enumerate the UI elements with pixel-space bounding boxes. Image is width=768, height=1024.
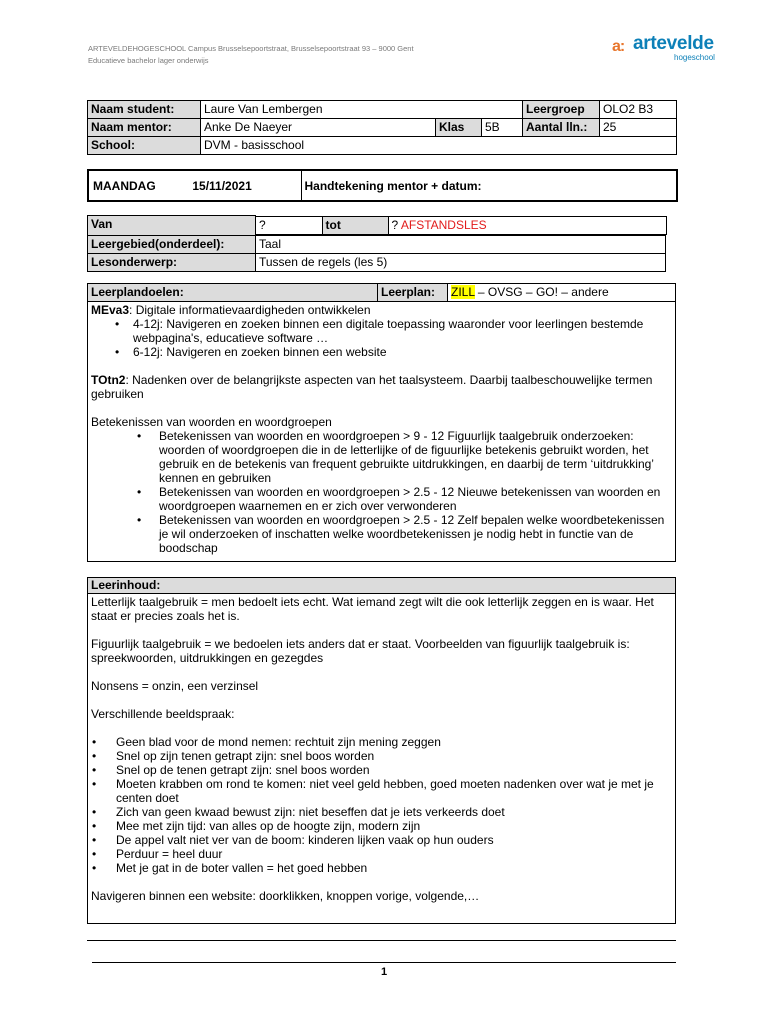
lesonderwerp-value: Tussen de regels (les 5) — [256, 253, 666, 271]
student-info-table — [87, 100, 677, 155]
day-date: 15/11/2021 — [192, 178, 252, 193]
list-item: • Snel op de tenen getrapt zijn: snel boos worden — [91, 763, 672, 777]
naam-student-value: Laure Van Lembergen — [201, 101, 523, 119]
nonsens-text: Nonsens = onzin, een verzinsel — [91, 679, 259, 693]
list-item: • Betekenissen van woorden en woordgroepen > 9 - 12 Figuurlijk taalgebruik onderzoeken: woorden of woordgroepen die in de letterlijke of de figuurlijke betekenis gebruikt worden, het gebruik en de betekenis van frequent gebruikte uitdrukkingen, en daarbij de term ‘uitdrukking’ kennen en gebruiken — [91, 429, 672, 485]
van-value-cell: ? — [256, 216, 322, 234]
aantal-lln-label: Aantal lln.: — [523, 119, 600, 137]
list-item: • Geen blad voor de mond nemen: rechtuit zijn mening zeggen — [91, 735, 672, 749]
lesson-table — [87, 215, 666, 272]
day-table — [87, 169, 678, 202]
klas-value: 5B — [482, 119, 523, 137]
day-cell — [88, 170, 301, 201]
list-item: • Mee met zijn tijd: van alles op de hoogte zijn, modern zijn — [91, 819, 672, 833]
day-label: MAANDAG — [93, 178, 156, 193]
leerplan-label: Leerplan: — [378, 284, 448, 301]
list-item: • Betekenissen van woorden en woordgroepen > 2.5 - 12 Nieuwe betekenissen van woorden en woordgroepen waarnemen en er zich over verwonderen — [91, 485, 672, 513]
figuurlijk-text: Figuurlijk taalgebruik = we bedoelen iets anders dat er staat. Voorbeelden van figuurlijk taalgebruik is: spreekwoorden, uitdrukkingen en gezegdes — [91, 637, 630, 665]
list-item: • De appel valt niet ver van de boom: kinderen lijken vaak op hun ouders — [91, 833, 672, 847]
list-item: • Zich van geen kwaad bewust zijn: niet beseffen dat je iets verkeerds doet — [91, 805, 672, 819]
afstandsles-note: AFSTANDSLES — [400, 217, 487, 232]
leerinhoud-section — [87, 577, 676, 924]
school-value: DVM - basisschool — [201, 137, 677, 155]
naam-mentor-label: Naam mentor: — [88, 119, 201, 137]
logo-sub: hogeschool — [674, 53, 715, 62]
totn2-goal: TOtn2: Nadenken over de belangrijkste aspecten van het taalsysteem. Daarbij taalbeschouwelijke termen gebruiken — [91, 373, 653, 401]
beeldspraak-title: Verschillende beeldspraak: — [91, 707, 235, 721]
leerplandoelen-label: Leerplandoelen: — [88, 284, 378, 301]
list-item: • 4-12j: Navigeren en zoeken binnen een digitale toepassing waaronder voor leerlingen bestemde webpagina's, educatieve software … — [91, 317, 672, 345]
zill-highlight: ZILL — [451, 285, 475, 299]
list-item: • Perduur = heel duur — [91, 847, 672, 861]
betekenissen-title: Betekenissen van woorden en woordgroepen — [91, 415, 332, 429]
document-header — [88, 43, 414, 67]
signature-label: Handtekening mentor + datum: — [301, 170, 677, 201]
list-item: • Moeten krabben om rond te komen: niet veel geld hebben, goed moeten nadenken over wat je met je centen doet — [91, 777, 672, 805]
lesonderwerp-label: Lesonderwerp: — [88, 253, 256, 271]
leergroep-value: OLO2 B3 — [600, 101, 677, 119]
leerplandoelen-body — [88, 302, 675, 556]
institution-line: ARTEVELDEHOGESCHOOL Campus Brusselsepoortstraat, Brusselsepoortstraat 93 – 9000 Gent — [88, 44, 414, 53]
list-item: • Met je gat in de boter vallen = het goed hebben — [91, 861, 672, 875]
naam-mentor-value: Anke De Naeyer — [201, 119, 436, 137]
tot-label: tot — [322, 216, 388, 234]
beeldspraak-list — [91, 735, 672, 875]
school-label: School: — [88, 137, 201, 155]
leerplandoelen-header — [88, 284, 675, 302]
meva3-goal: MEva3: Digitale informatievaardigheden ontwikkelen — [91, 303, 371, 317]
leergroep-label: Leergroep — [523, 101, 600, 119]
logo-mark: a: — [612, 38, 625, 55]
list-item: • Snel op zijn tenen getrapt zijn: snel boos worden — [91, 749, 672, 763]
naam-student-label: Naam student: — [88, 101, 201, 119]
leergebied-value: Taal — [256, 235, 666, 253]
leerinhoud-body — [88, 594, 675, 904]
letterlijk-text: Letterlijk taalgebruik = men bedoelt iets echt. Wat iemand zegt wilt die ook letterlijk zeggen en is waar. Het staat er precies zoals het is. — [91, 595, 654, 623]
leerplan-options: ZILL – OVSG – GO! – andere — [448, 284, 675, 301]
klas-label: Klas — [436, 119, 482, 137]
leerplandoelen-section — [87, 283, 676, 562]
artevelde-logo — [612, 30, 724, 64]
page-footer-line — [92, 962, 676, 963]
footer-divider — [87, 940, 676, 941]
logo-name: artevelde — [633, 33, 714, 54]
aantal-lln-value: 25 — [600, 119, 677, 137]
leerinhoud-label: Leerinhoud: — [88, 578, 675, 594]
betekenissen-list — [91, 429, 672, 555]
leergebied-label: Leergebied(onderdeel): — [88, 235, 256, 253]
list-item: • Betekenissen van woorden en woordgroepen > 2.5 - 12 Zelf bepalen welke woordbetekenissen je wil onderzoeken of inschatten welke woordbetekenissen je nodig hebt in functie van de boodschap — [91, 513, 672, 555]
page-number: 1 — [380, 966, 388, 978]
navigeren-text: Navigeren binnen een website: doorklikken, knoppen vorige, volgende,… — [91, 889, 480, 903]
list-item: • 6-12j: Navigeren en zoeken binnen een website — [91, 345, 672, 359]
tot-value: ? AFSTANDSLES — [388, 216, 666, 234]
program-line: Educatieve bachelor lager onderwijs — [88, 56, 209, 65]
van-label: Van — [88, 216, 256, 236]
meva3-list — [91, 317, 672, 359]
